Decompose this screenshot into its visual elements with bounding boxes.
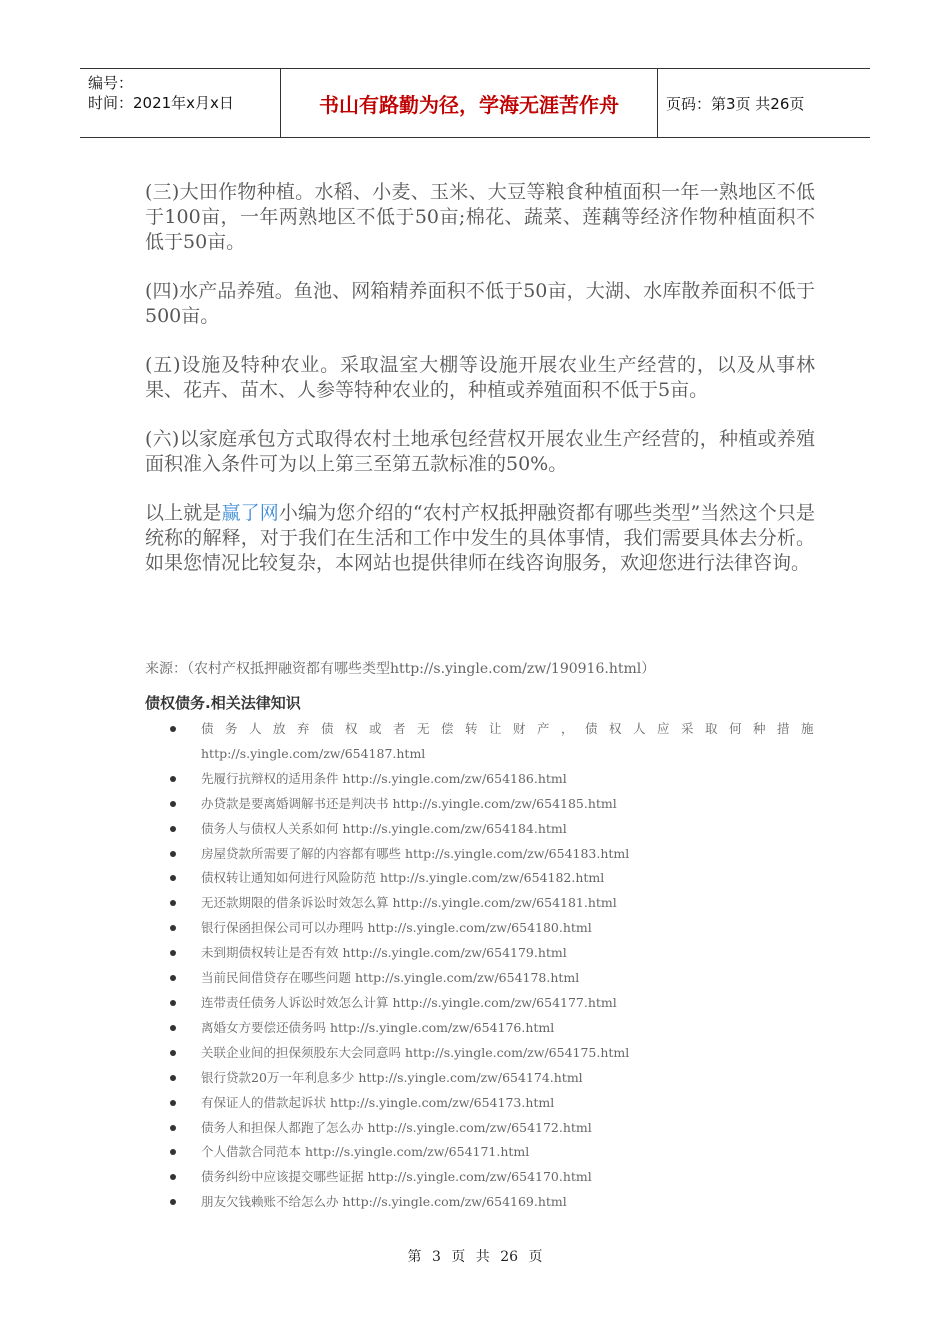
list-item[interactable] (170, 1016, 820, 1041)
list-item-text[interactable]: 离婚女方要偿还债务吗 http://s.yingle.com/zw/654176.html (201, 1019, 555, 1035)
list-item[interactable] (170, 1116, 820, 1141)
paragraph-field-crops: (三)大田作物种植。水稻、小麦、玉米、大豆等粮食种植面积一年一熟地区不低于100亩，一年两熟地区不低于50亩;棉花、蔬菜、莲藕等经济作物种植面积不低于50亩。 (145, 181, 815, 253)
paragraph-facility-agriculture: (五)设施及特种农业。采取温室大棚等设施开展农业生产经营的，以及从事林果、花卉、苗木、人参等特种农业的，种植或养殖面积不低于5亩。 (145, 354, 815, 401)
header-motto: 书山有路勤为径，学海无涯苦作舟 (280, 69, 658, 137)
list-item-text[interactable]: 无还款期限的借条诉讼时效怎么算 http://s.yingle.com/zw/654181.html (201, 895, 617, 911)
article-body (145, 180, 815, 600)
list-item-text[interactable]: 办贷款是要离婚调解书还是判决书 http://s.yingle.com/zw/654185.html (201, 795, 617, 811)
list-item-title: 债务人放弃债权或者无偿转让财产，债权人应采取何种措施 (201, 721, 826, 736)
document-number-label: 编号： (88, 74, 134, 92)
list-item[interactable] (170, 1165, 820, 1190)
list-item-text[interactable]: 朋友欠钱赖账不给怎么办 http://s.yingle.com/zw/654169.html (201, 1194, 567, 1210)
list-item[interactable] (170, 916, 820, 941)
list-item[interactable] (170, 866, 820, 891)
paragraph-aquaculture: (四)水产品养殖。鱼池、网箱精养面积不低于50亩，大湖、水库散养面积不低于500亩。 (145, 280, 815, 327)
header-page-info: 页码：第3页 共26页 (666, 94, 805, 113)
list-item-text[interactable]: 有保证人的借款起诉状 http://s.yingle.com/zw/654173.html (201, 1094, 555, 1110)
bullet-icon (170, 1025, 176, 1031)
summary-paragraph (145, 501, 815, 576)
bullet-icon (170, 975, 176, 981)
bullet-icon (170, 1199, 176, 1205)
bullet-icon (170, 875, 176, 881)
bullet-icon (170, 726, 176, 732)
list-item[interactable] (170, 717, 826, 767)
list-item-text[interactable]: 个人借款合同范本 http://s.yingle.com/zw/654171.html (201, 1144, 530, 1160)
list-item-url[interactable]: http://s.yingle.com/zw/654187.html (201, 745, 426, 761)
page-header (80, 68, 870, 138)
list-item[interactable] (170, 991, 820, 1016)
list-item-text[interactable]: 当前民间借贷存在哪些问题 http://s.yingle.com/zw/654178.html (201, 970, 580, 986)
related-knowledge-title: 债权债务.相关法律知识 (145, 694, 301, 712)
list-item-text[interactable]: 银行贷款20万一年利息多少 http://s.yingle.com/zw/654174.html (201, 1069, 583, 1085)
site-link[interactable]: 赢了网 (221, 502, 279, 524)
list-item[interactable] (170, 817, 820, 842)
list-item[interactable] (170, 1041, 820, 1066)
list-item-text[interactable]: 债务人和担保人都跑了怎么办 http://s.yingle.com/zw/654172.html (201, 1119, 592, 1135)
bullet-icon (170, 851, 176, 857)
list-item-text[interactable]: 连带责任债务人诉讼时效怎么计算 http://s.yingle.com/zw/654177.html (201, 994, 617, 1010)
related-links-list (170, 717, 826, 1215)
summary-text-after: 小编为您介绍的“农村产权抵押融资都有哪些类型”当然这个只是统称的解释，对于我们在生活和工作中发生的具体事情，我们需要具体去分析。如果您情况比较复杂，本网站也提供律师在线咨询服务，欢迎您进行法律咨询。 (145, 502, 815, 574)
list-item[interactable] (170, 1091, 820, 1116)
bullet-icon (170, 1149, 176, 1155)
bullet-icon (170, 776, 176, 782)
list-item[interactable] (170, 842, 820, 867)
list-item-text[interactable]: 房屋贷款所需要了解的内容都有哪些 http://s.yingle.com/zw/654183.html (201, 845, 630, 861)
page-footer: 第 3 页 共 26 页 (407, 1249, 543, 1265)
bullet-icon (170, 1000, 176, 1006)
list-item-text[interactable]: 关联企业间的担保须股东大会同意吗 http://s.yingle.com/zw/654175.html (201, 1044, 630, 1060)
list-item[interactable] (170, 792, 820, 817)
list-item[interactable] (170, 966, 820, 991)
list-item[interactable] (170, 1190, 820, 1215)
list-item-text[interactable]: 银行保函担保公司可以办理吗 http://s.yingle.com/zw/654180.html (201, 920, 592, 936)
bullet-icon (170, 1174, 176, 1180)
list-item[interactable] (170, 1066, 820, 1091)
bullet-icon (170, 950, 176, 956)
bullet-icon (170, 1100, 176, 1106)
bullet-icon (170, 925, 176, 931)
list-item[interactable] (170, 1140, 820, 1165)
list-item-text[interactable]: 债权转让通知如何进行风险防范 http://s.yingle.com/zw/654182.html (201, 870, 605, 886)
list-item-text[interactable]: 未到期债权转让是否有效 http://s.yingle.com/zw/654179.html (201, 945, 567, 961)
paragraph-family-contract: (六)以家庭承包方式取得农村土地承包经营权开展农业生产经营的，种植或养殖面积准入条件可为以上第三至第五款标准的50%。 (145, 428, 815, 475)
bullet-icon (170, 826, 176, 832)
document-time-label: 时间：2021年x月x日 (88, 94, 234, 112)
list-item-text[interactable]: 先履行抗辩权的适用条件 http://s.yingle.com/zw/654186.html (201, 770, 567, 786)
bullet-icon (170, 900, 176, 906)
bullet-icon (170, 801, 176, 807)
list-item[interactable] (170, 941, 820, 966)
list-item[interactable] (170, 891, 820, 916)
bullet-icon (170, 1075, 176, 1081)
list-item[interactable] (170, 767, 820, 792)
bullet-icon (170, 1050, 176, 1056)
list-item-text[interactable]: 债务人与债权人关系如何 http://s.yingle.com/zw/654184.html (201, 820, 567, 836)
list-item-text[interactable]: 债务纠纷中应该提交哪些证据 http://s.yingle.com/zw/654170.html (201, 1169, 592, 1185)
bullet-icon (170, 1125, 176, 1131)
source-citation: 来源：（农村产权抵押融资都有哪些类型http://s.yingle.com/zw/190916.html） (145, 661, 656, 677)
header-meta (80, 69, 280, 137)
summary-text-before: 以上就是 (145, 502, 222, 524)
